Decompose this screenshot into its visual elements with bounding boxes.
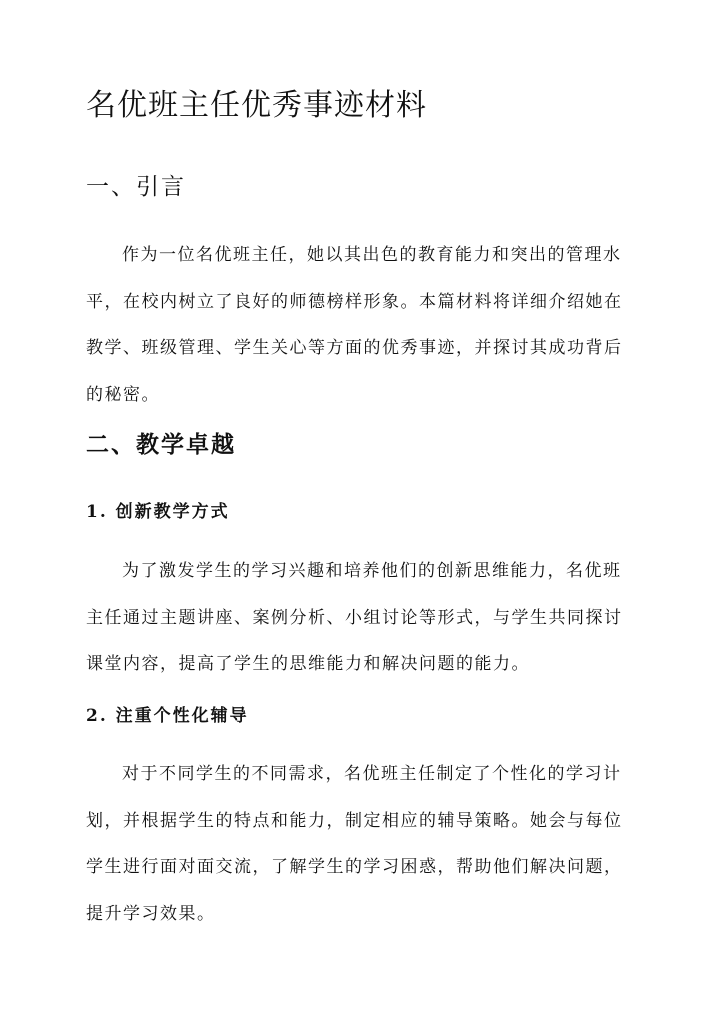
subsection-heading-innovative-teaching: 1. 创新教学方式 — [86, 502, 230, 522]
section-heading-introduction: 一、引言 — [86, 174, 186, 200]
paragraph-line: 为了激发学生的学习兴趣和培养他们的创新思维能力，名优班 — [122, 561, 622, 581]
document-title: 名优班主任优秀事迹材料 — [86, 88, 427, 123]
paragraph-line: 提升学习效果。 — [86, 903, 216, 924]
paragraph-line: 作为一位名优班主任，她以其出色的教育能力和突出的管理水 — [122, 245, 622, 265]
subsection-heading-personalized-tutoring: 2. 注重个性化辅导 — [86, 706, 249, 726]
innovative-teaching-paragraph — [86, 558, 636, 698]
paragraph-line: 的秘密。 — [86, 384, 160, 405]
paragraph-line: 学生进行面对面交流，了解学生的学习困惑，帮助他们解决问题， — [86, 857, 623, 877]
paragraph-line: 课堂内容，提高了学生的思维能力和解决问题的能力。 — [86, 654, 530, 674]
paragraph-line: 对于不同学生的不同需求，名优班主任制定了个性化的学习计 — [122, 764, 622, 784]
paragraph-line: 划，并根据学生的特点和能力，制定相应的辅导策略。她会与每位 — [86, 810, 623, 831]
introduction-paragraph — [86, 242, 636, 428]
paragraph-line: 教学、班级管理、学生关心等方面的优秀事迹，并探讨其成功背后 — [86, 338, 623, 358]
paragraph-line: 平，在校内树立了良好的师德榜样形象。本篇材料将详细介绍她在 — [86, 291, 623, 312]
paragraph-line: 主任通过主题讲座、案例分析、小组讨论等形式，与学生共同探讨 — [86, 607, 623, 628]
personalized-tutoring-paragraph — [86, 761, 636, 947]
section-heading-teaching-excellence: 二、教学卓越 — [86, 431, 236, 458]
